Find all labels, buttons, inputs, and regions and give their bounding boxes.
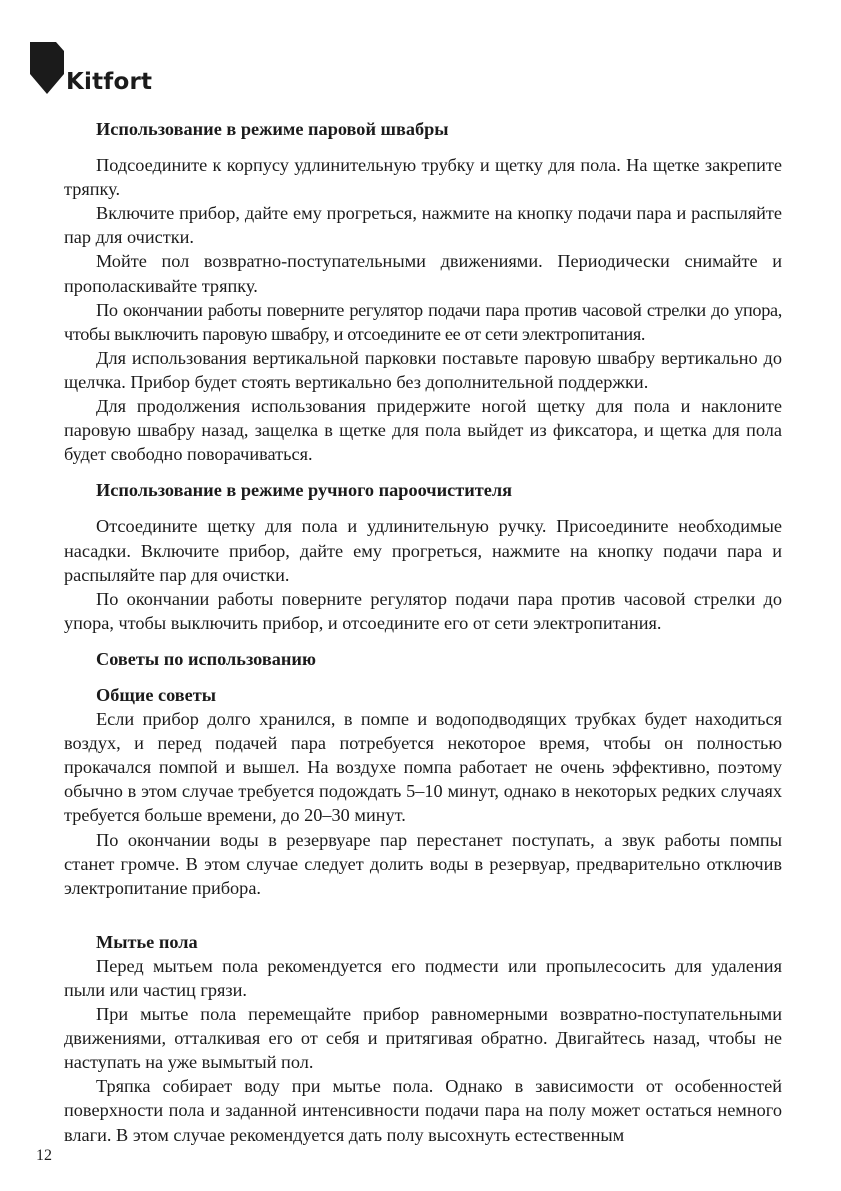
paragraph: Перед мытьем пола рекомендуется его подмести или пропылесосить для удаления пыли или частиц грязи.	[64, 955, 782, 1000]
document-body	[64, 117, 782, 1147]
brand-logo	[30, 42, 153, 102]
section-heading-general: Общие советы	[96, 684, 217, 705]
paragraph: По окончании воды в резервуаре пар перестанет поступать, а звук работы помпы станет громче. В этом случае следует долить воды в резервуар, предварительно отключив электропитание прибора.	[64, 829, 782, 898]
section-heading-mop: Использование в режиме паровой швабры	[96, 119, 449, 139]
section-heading-floor: Мытье пола	[96, 931, 198, 952]
paragraph: Тряпка собирает воду при мытье пола. Однако в зависимости от особенностей поверхности пола и заданной интенсивности подачи пара на полу может остаться немного влаги. В этом случае рекомендуется дать полу высохнуть естественным	[64, 1076, 782, 1145]
paragraph: Отсоедините щетку для пола и удлинительную ручку. Присоедините необходимые насадки. Включите прибор, дайте ему прогреться, нажмите на кнопку подачи пара и распыляйте пар для очистки.	[64, 516, 782, 585]
paragraph: Мойте пол возвратно-поступательными движениями. Периодически снимайте и прополаскивайте тряпку.	[64, 251, 782, 296]
kitfort-logo-icon	[30, 42, 64, 94]
paragraph: Подсоедините к корпусу удлинительную трубку и щетку для пола. На щетке закрепите тряпку.	[64, 155, 782, 200]
paragraph: При мытье пола перемещайте прибор равномерными возвратно-поступательными движениями, отталкивая его от себя и притягивая обратно. Двигайтесь назад, чтобы не наступать на уже вымытый пол.	[64, 1004, 782, 1073]
section-heading-handheld: Использование в режиме ручного пароочистителя	[96, 480, 512, 501]
paragraph: Для продолжения использования придержите ногой щетку для пола и наклоните паровую швабру назад, защелка в щетке для пола выйдет из фиксатора, и щетка для пола будет свободно поворачиваться.	[64, 396, 782, 465]
brand-name: Kitfort	[66, 69, 153, 95]
page-number: 12	[36, 1147, 52, 1164]
section-heading-tips: Советы по использованию	[96, 648, 316, 669]
paragraph: По окончании работы поверните регулятор подачи пара против часовой стрелки до упора, чтобы выключить прибор, и отсоедините его от сети электропитания.	[64, 588, 782, 633]
paragraph: Для использования вертикальной парковки поставьте паровую швабру вертикально до щелчка. Прибор будет стоять вертикально без дополнительной поддержки.	[64, 347, 782, 392]
paragraph: Включите прибор, дайте ему прогреться, нажмите на кнопку подачи пара и распыляйте пар для очистки.	[64, 203, 782, 248]
paragraph: По окончании работы поверните регулятор подачи пара против часовой стрелки до упора, чтобы выключить паровую швабру, и отсоедините ее от сети электропитания.	[64, 299, 782, 344]
paragraph: Если прибор долго хранился, в помпе и водоподводящих трубках будет находиться воздух, и перед подачей пара потребуется некоторое время, чтобы он полностью прокачался помпой и вышел. На воздухе помпа работает не очень эффективно, поэтому обычно в этом случае требуется подождать 5–10 минут, однако в некоторых редких случаях требуется больше времени, до 20–30 минут.	[64, 709, 782, 826]
